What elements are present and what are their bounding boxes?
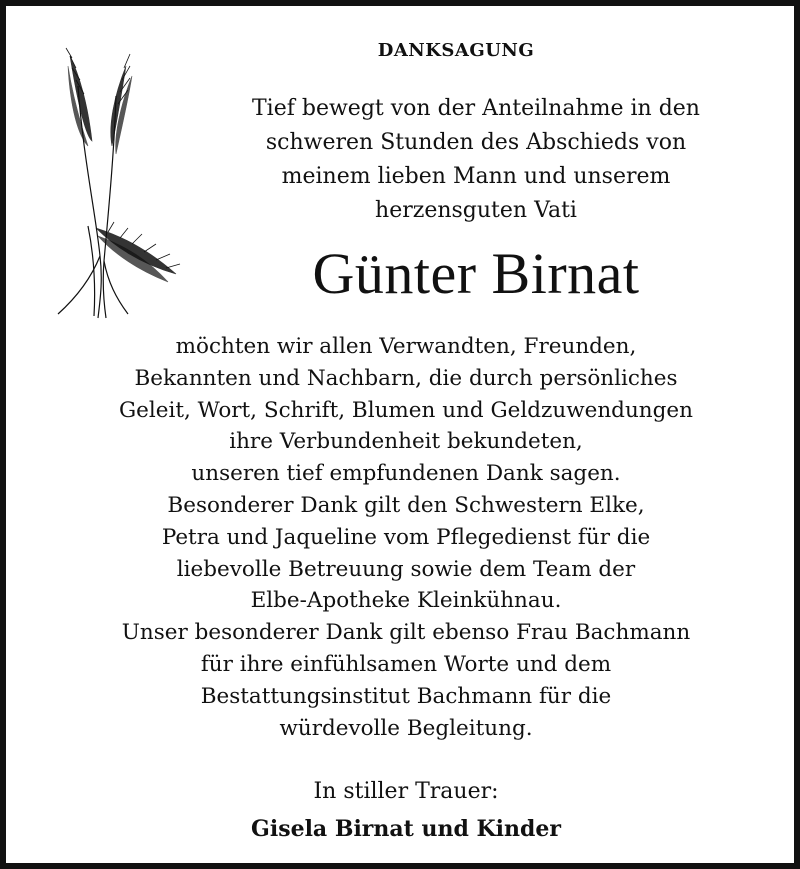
body-line: Bestattungsinstitut Bachmann für die — [200, 683, 612, 709]
intro-line: meinem lieben Mann und unserem — [281, 164, 671, 189]
body-line: für ihre einfühlsamen Worte und dem — [200, 651, 612, 677]
body-line: Bekannten und Nachbarn, die durch persönliches — [134, 365, 678, 391]
notice-heading: DANKSAGUNG — [377, 40, 535, 61]
body-line: liebevolle Betreuung sowie dem Team der — [176, 556, 636, 582]
intro-paragraph — [196, 92, 756, 228]
body-line: würdevolle Begleitung. — [279, 715, 533, 741]
body-line: Elbe-Apotheke Kleinkühnau. — [250, 588, 562, 614]
body-line: unseren tief empfundenen Dank sagen. — [191, 461, 621, 487]
body-line: Petra und Jaqueline vom Pflegedienst für die — [161, 524, 651, 550]
body-line: Unser besonderer Dank gilt ebenso Frau Bachmann — [121, 620, 691, 646]
deceased-name: Günter Birnat — [312, 241, 640, 306]
wheat-icon — [48, 46, 183, 321]
signature: Gisela Birnat und Kinder — [251, 816, 561, 842]
body-line: Besonderer Dank gilt den Schwestern Elke, — [167, 492, 645, 518]
intro-line: Tief bewegt von der Anteilnahme in den — [252, 96, 700, 121]
body-line: ihre Verbundenheit bekundeten, — [229, 429, 583, 455]
body-paragraph — [46, 331, 766, 744]
intro-line: schweren Stunden des Abschieds von — [265, 130, 687, 155]
intro-line: herzensguten Vati — [375, 198, 577, 223]
body-line: möchten wir allen Verwandten, Freunden, — [175, 334, 637, 359]
closing-text: In stiller Trauer: — [313, 779, 499, 804]
body-line: Geleit, Wort, Schrift, Blumen und Geldzuwendungen — [119, 397, 693, 423]
